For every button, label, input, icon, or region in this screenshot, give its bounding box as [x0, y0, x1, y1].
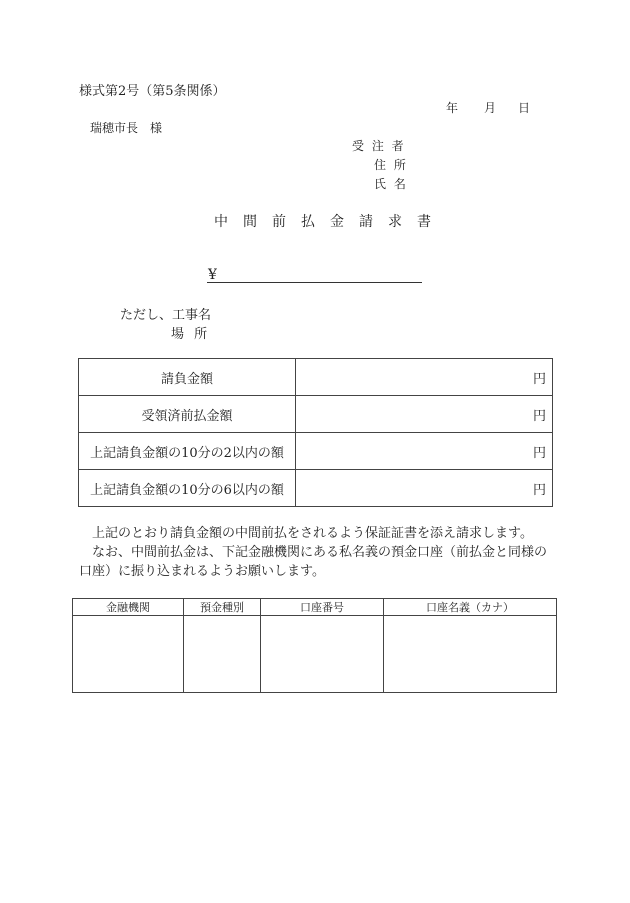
form-number: 様式第2号（第5条関係）	[79, 84, 226, 99]
table-row	[79, 470, 553, 507]
table-row	[79, 433, 553, 470]
document-title: 中間前払金請求書	[214, 214, 446, 230]
account-number-cell[interactable]	[261, 616, 384, 693]
amount-cell[interactable]: 円	[296, 470, 553, 507]
bank-cell[interactable]	[73, 616, 184, 693]
bank-instruction-line1: なお、中間前払金は、下記金融機関にある私名義の預金口座（前払金と同様の	[92, 545, 548, 560]
table-row	[79, 396, 553, 433]
bank-instruction-line2: 口座）に振り込まれるようお願いします。	[79, 564, 325, 579]
yen-symbol: ¥	[208, 267, 217, 283]
row-label: 請負金額	[79, 359, 296, 396]
header-account-type: 預金種別	[184, 599, 261, 616]
bank-account-table	[72, 598, 557, 693]
account-holder-cell[interactable]	[384, 616, 557, 693]
account-type-cell[interactable]	[184, 616, 261, 693]
proviso-location: 場 所	[171, 327, 211, 342]
amounts-table	[78, 358, 553, 507]
addressee: 瑞穂市長 様	[90, 121, 163, 135]
header-account-number: 口座番号	[261, 599, 384, 616]
date-day-label: 日	[518, 101, 531, 115]
date-month-label: 月	[484, 101, 497, 115]
amount-cell[interactable]: 円	[296, 433, 553, 470]
row-label: 上記請負金額の10分の2以内の額	[79, 433, 296, 470]
address-label: 住 所	[374, 158, 408, 172]
amount-underline	[207, 282, 422, 283]
row-label: 上記請負金額の10分の6以内の額	[79, 470, 296, 507]
amount-cell[interactable]: 円	[296, 396, 553, 433]
date-year-label: 年	[446, 101, 459, 115]
header-account-holder: 口座名義（カナ）	[384, 599, 557, 616]
header-bank: 金融機関	[73, 599, 184, 616]
request-statement: 上記のとおり請負金額の中間前払をされるよう保証証書を添え請求します。	[92, 526, 533, 541]
name-label: 氏 名	[374, 177, 408, 191]
table-row	[79, 359, 553, 396]
proviso-project-name: ただし、工事名	[120, 308, 212, 323]
row-label: 受領済前払金額	[79, 396, 296, 433]
contractor-label: 受 注 者	[352, 139, 406, 153]
amount-cell[interactable]: 円	[296, 359, 553, 396]
